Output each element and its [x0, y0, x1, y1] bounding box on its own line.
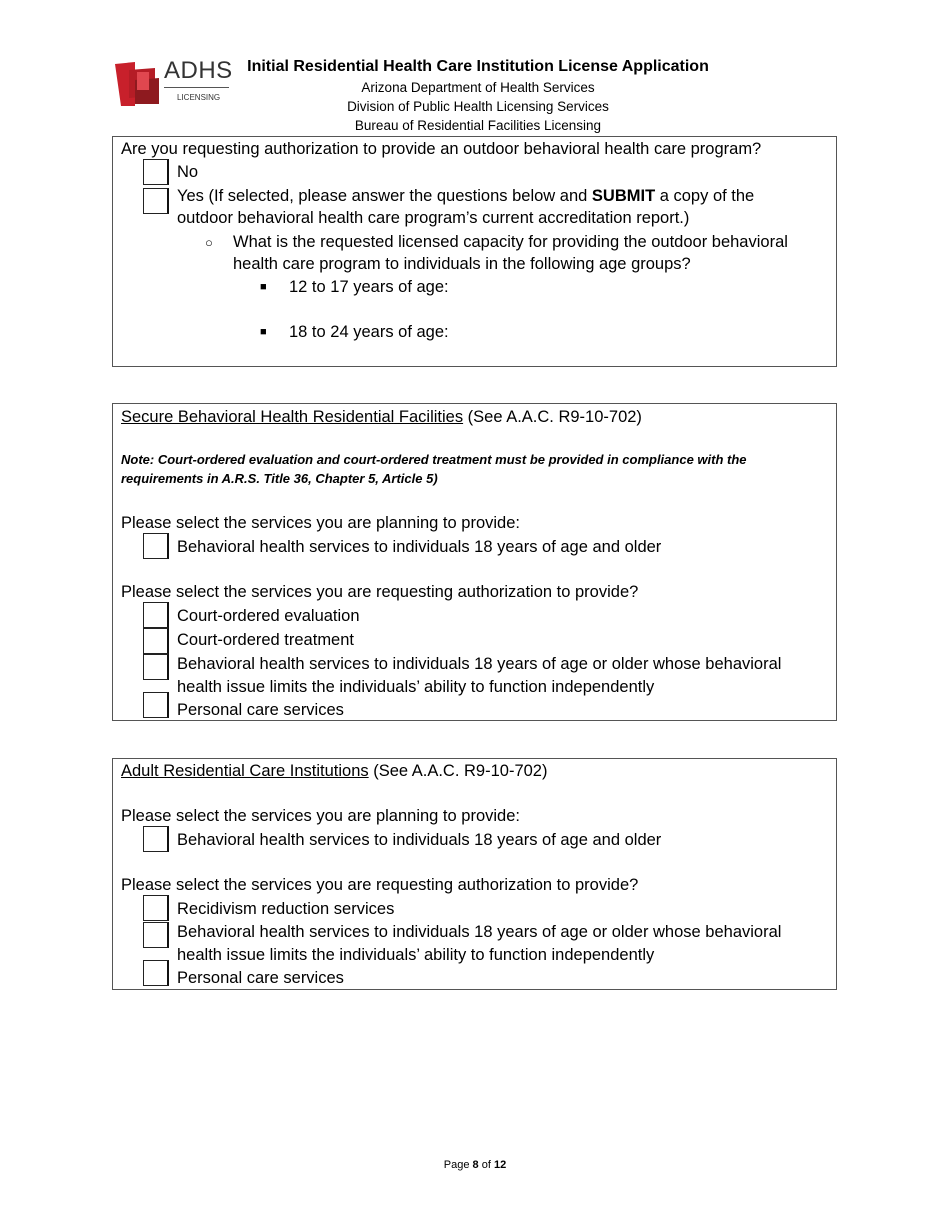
- outdoor-program-section: [112, 136, 837, 367]
- court-ordered-evaluation-label: Court-ordered evaluation: [177, 607, 360, 625]
- outdoor-yes-label-line2: outdoor behavioral health care program’s current accreditation report.): [177, 209, 690, 227]
- secure-bh-18-older-checkbox[interactable]: [143, 533, 169, 559]
- secure-personal-care-checkbox[interactable]: [143, 692, 169, 718]
- secure-note: Note: Court-ordered evaluation and court-ordered treatment must be provided in compliance with the: [121, 452, 747, 467]
- secure-bh-limited-function-label-line2: health issue limits the individuals’ ability to function independently: [177, 678, 655, 696]
- agency-name: Arizona Department of Health Services: [361, 80, 595, 95]
- form-title: Initial Residential Health Care Institution License Application: [247, 58, 709, 75]
- secure-bh-limited-function-label: Behavioral health services to individuals 18 years of age or older whose behavioral: [177, 655, 782, 673]
- adhs-logo: [115, 57, 233, 110]
- court-ordered-treatment-checkbox[interactable]: [143, 628, 169, 654]
- outdoor-no-checkbox[interactable]: [143, 159, 169, 185]
- capacity-question: What is the requested licensed capacity for providing the outdoor behavioral: [233, 233, 788, 251]
- circle-bullet-icon: ○: [205, 235, 213, 250]
- outdoor-yes-checkbox[interactable]: [143, 188, 169, 214]
- secure-bh-18-older-label: Behavioral health services to individuals 18 years of age and older: [177, 538, 662, 556]
- adult-personal-care-label: Personal care services: [177, 969, 344, 987]
- court-ordered-treatment-label: Court-ordered treatment: [177, 631, 354, 649]
- square-bullet-icon: ■: [260, 281, 267, 293]
- secure-planning-question: Please select the services you are planning to provide:: [121, 514, 520, 532]
- adult-bh-18-older-checkbox[interactable]: [143, 826, 169, 852]
- adult-bh-limited-function-label-line2: health issue limits the individuals’ ability to function independently: [177, 946, 655, 964]
- outdoor-question: Are you requesting authorization to provide an outdoor behavioral health care program?: [121, 140, 762, 158]
- secure-section-title: Secure Behavioral Health Residential Facilities (See A.A.C. R9-10-702): [121, 408, 642, 426]
- adult-personal-care-checkbox[interactable]: [143, 960, 169, 986]
- adult-section-title: Adult Residential Care Institutions (See A.A.C. R9-10-702): [121, 762, 548, 780]
- division-name: Division of Public Health Licensing Services: [347, 99, 609, 114]
- secure-facilities-section: [112, 403, 837, 721]
- secure-personal-care-label: Personal care services: [177, 701, 344, 719]
- adult-authorization-question: Please select the services you are requesting authorization to provide?: [121, 876, 639, 894]
- age-group-12-17: 12 to 17 years of age:: [289, 278, 449, 296]
- secure-authorization-question: Please select the services you are requesting authorization to provide?: [121, 583, 639, 601]
- recidivism-reduction-checkbox[interactable]: [143, 895, 169, 921]
- secure-note-line2: requirements in A.R.S. Title 36, Chapter 5, Article 5): [121, 471, 438, 486]
- outdoor-no-label: No: [177, 163, 199, 181]
- adult-bh-18-older-label: Behavioral health services to individuals 18 years of age and older: [177, 831, 662, 849]
- logo-subtext: LICENSING: [177, 93, 221, 102]
- secure-bh-limited-function-checkbox[interactable]: [143, 654, 169, 680]
- recidivism-reduction-label: Recidivism reduction services: [177, 900, 395, 918]
- page-number: Page 8 of 12: [443, 1159, 507, 1171]
- court-ordered-evaluation-checkbox[interactable]: [143, 602, 169, 628]
- bureau-name: Bureau of Residential Facilities Licensing: [354, 118, 602, 133]
- age-group-18-24: 18 to 24 years of age:: [289, 323, 449, 341]
- square-bullet-icon: ■: [260, 326, 267, 338]
- outdoor-yes-label: Yes (If selected, please answer the questions below and SUBMIT a copy of the: [177, 187, 755, 205]
- adult-planning-question: Please select the services you are planning to provide:: [121, 807, 520, 825]
- adult-residential-section: [112, 758, 837, 990]
- logo-text: ADHS: [164, 57, 233, 84]
- capacity-question-line2: health care program to individuals in the following age groups?: [233, 255, 691, 273]
- adult-bh-limited-function-checkbox[interactable]: [143, 922, 169, 948]
- adult-bh-limited-function-label: Behavioral health services to individuals 18 years of age or older whose behavioral: [177, 923, 782, 941]
